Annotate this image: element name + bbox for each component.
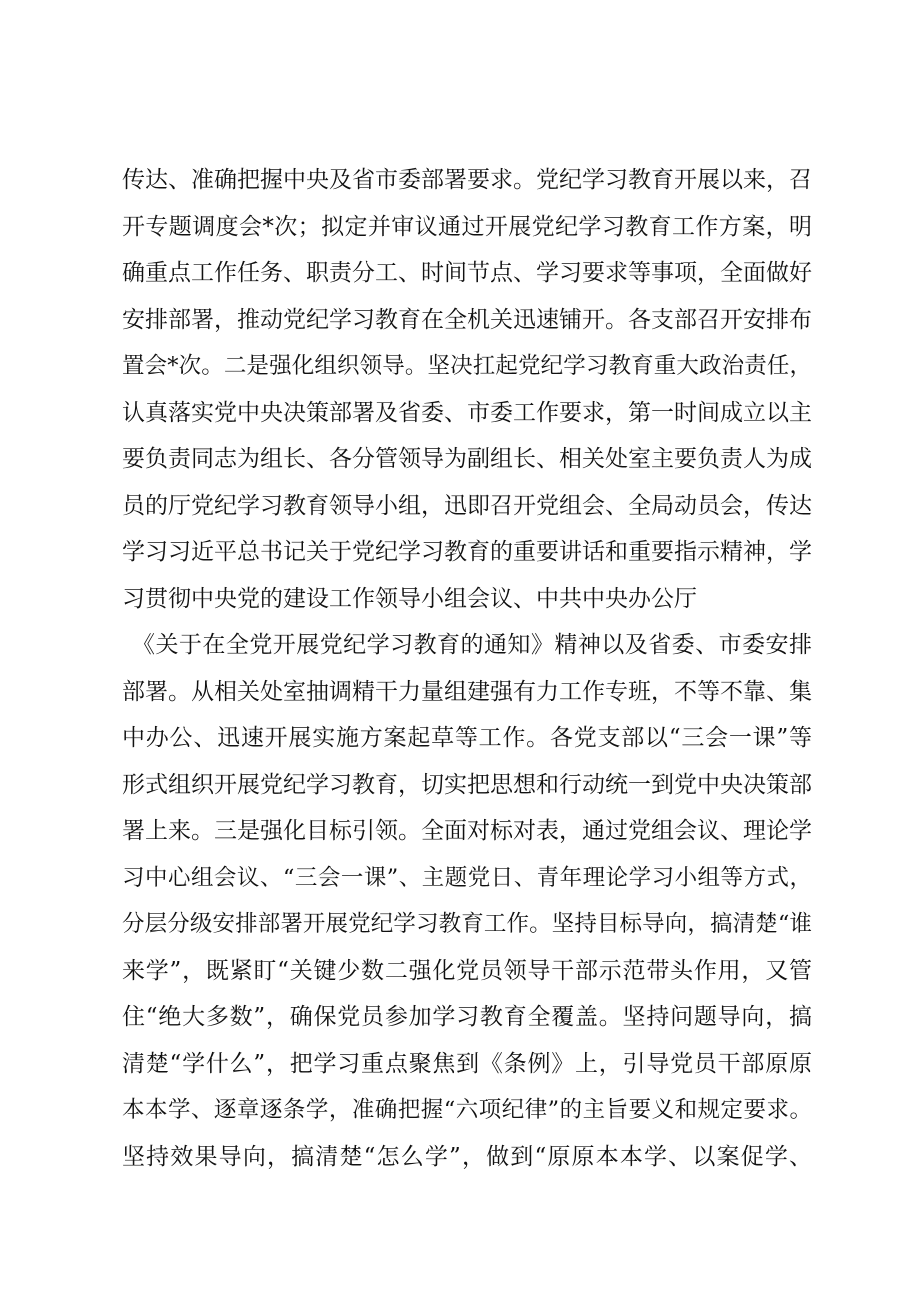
text-line: 住“绝大多数”，确保党员参加学习教育全覆盖。坚持问题导向，搞 [122,1004,812,1030]
text-line: 《关于在全党开展党纪学习教育的通知》精神以及省委、市委安排 [132,632,812,658]
text-line: 安排部署，推动党纪学习教育在全机关迅速铺开。各支部召开安排布 [122,306,812,333]
text-line: 部署。从相关处室抽调精干力量组建强有力工作专班，不等不靠、集 [122,678,812,705]
text-line: 要负责同志为组长、各分管领导为副组长、相关处室主要负责人为成 [122,446,812,472]
text-line: 学习习近平总书记关于党纪学习教育的重要讲话和重要指示精神，学 [122,539,812,565]
text-line: 确重点工作任务、职责分工、时间节点、学习要求等事项，全面做好 [122,260,812,286]
text-line: 习中心组会议、“三会一课”、主题党日、青年理论学习小组等方式， [122,864,812,891]
text-line: 来学”，既紧盯“关键少数二强化党员领导干部示范带头作用，又管 [122,957,812,984]
text-line: 形式组织开展党纪学习教育，切实把思想和行动统一到党中央决策部 [122,771,812,798]
text-line: 坚持效果导向，搞清楚“怎么学”，做到“原原本本学、以案促学、 [122,1143,812,1170]
text-line: 员的厅党纪学习教育领导小组，迅即召开党组会、全局动员会，传达 [122,492,812,519]
text-line: 置会*次。二是强化组织领导。坚决扛起党纪学习教育重大政治责任， [122,353,812,379]
text-line: 中办公、迅速开展实施方案起草等工作。各党支部以“三会一课”等 [122,725,812,751]
text-line: 清楚“学什么”，把学习重点聚焦到《条例》上，引导党员干部原原 [122,1050,812,1077]
text-line: 署上来。三是强化目标引领。全面对标对表，通过党组会议、理论学 [122,818,812,844]
text-line: 分层分级安排部署开展党纪学习教育工作。坚持目标导向，搞清楚“谁 [122,911,812,937]
text-line: 习贯彻中央党的建设工作领导小组会议、中共中央办公厅 [122,585,697,612]
text-line: 认真落实党中央决策部署及省委、市委工作要求，第一时间成立以主 [122,399,812,426]
text-line: 传达、准确把握中央及省市委部署要求。党纪学习教育开展以来，召 [122,167,812,193]
text-line: 开专题调度会*次；拟定并审议通过开展党纪学习教育工作方案，明 [122,213,812,240]
text-line: 本本学、逐章逐条学，准确把握“六项纪律”的主旨要义和规定要求。 [122,1097,812,1123]
